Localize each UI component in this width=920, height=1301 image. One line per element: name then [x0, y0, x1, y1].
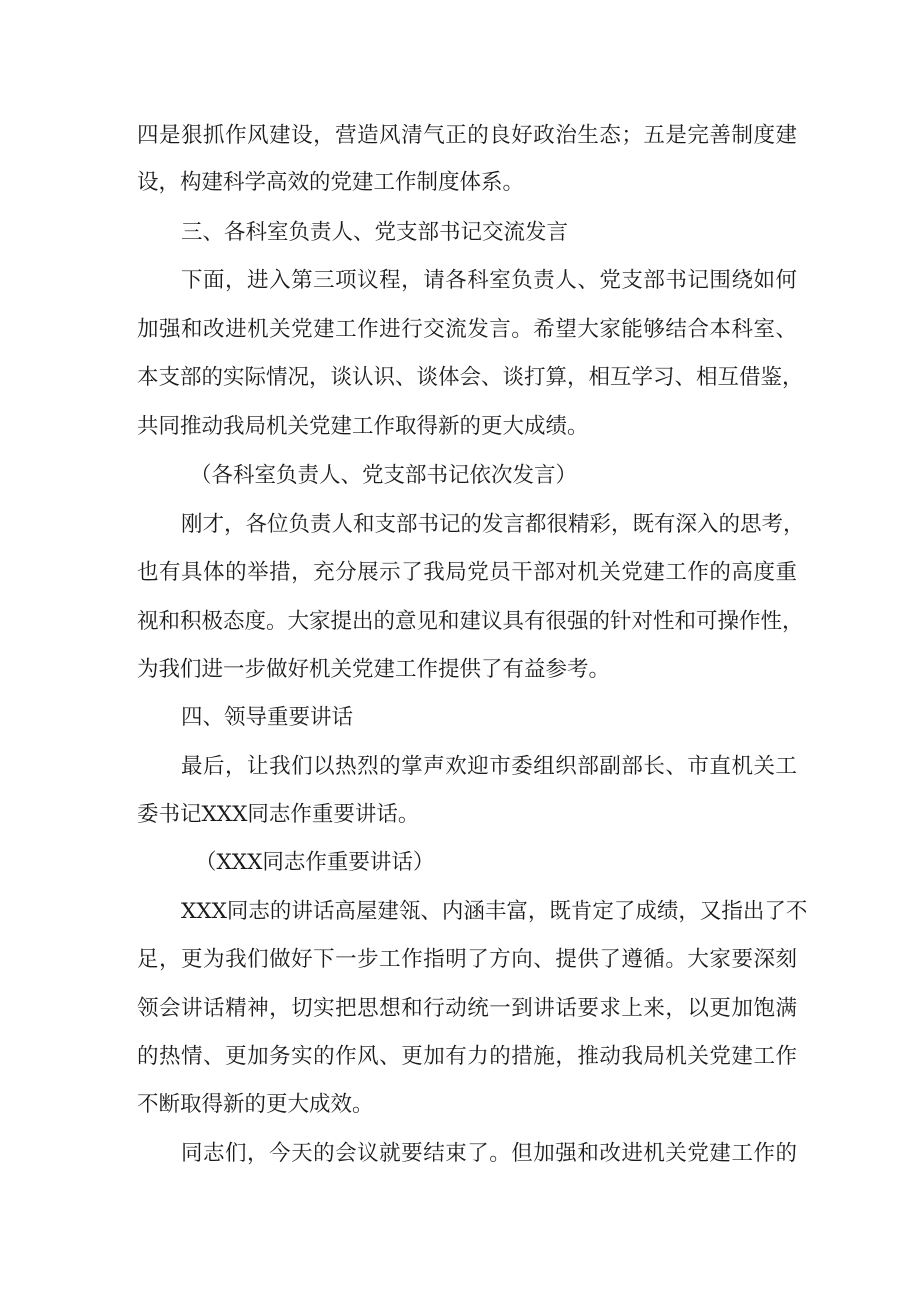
stage-direction: （各科室负责人、党支部书记依次发言） — [190, 463, 578, 488]
paragraph-line: 领会讲话精神，切实把思想和行动统一到讲话要求上来，以更加饱满 — [137, 996, 797, 1021]
paragraph-line: 也有具体的举措，充分展示了我局党员干部对机关党建工作的高度重 — [137, 560, 797, 585]
paragraph-line: 下面，进入第三项议程，请各科室负责人、党支部书记围绕如何 — [181, 268, 797, 293]
paragraph-line: 委书记XXX同志作重要讲话。 — [137, 802, 420, 827]
paragraph-line: 设，构建科学高效的党建工作制度体系。 — [137, 170, 525, 195]
stage-direction: （XXX同志作重要讲话） — [195, 850, 435, 875]
paragraph-line: 足，更为我们做好下一步工作指明了方向、提供了遵循。大家要深刻 — [137, 947, 797, 972]
paragraph-line: 同志们，今天的会议就要结束了。但加强和改进机关党建工作的 — [181, 1141, 797, 1166]
paragraph-line: 本支部的实际情况，谈认识、谈体会、谈打算，相互学习、相互借鉴， — [137, 365, 804, 390]
paragraph-line: 加强和改进机关党建工作进行交流发言。希望大家能够结合本科室、 — [137, 317, 797, 342]
paragraph-line: 四是狠抓作风建设，营造风清气正的良好政治生态；五是完善制度建 — [137, 123, 797, 148]
paragraph-line: 为我们进一步做好机关党建工作提供了有益参考。 — [137, 657, 611, 682]
paragraph-line: 的热情、更加务实的作风、更加有力的措施，推动我局机关党建工作 — [137, 1044, 797, 1069]
paragraph-line: 不断取得新的更大成效。 — [137, 1092, 374, 1117]
section-heading: 四、领导重要讲话 — [181, 705, 354, 730]
paragraph-line: XXX同志的讲话高屋建瓴、内涵丰富，既肯定了成绩，又指出了不 — [181, 899, 808, 924]
paragraph-line: 视和积极态度。大家提出的意见和建议具有很强的针对性和可操作性， — [137, 609, 804, 634]
section-heading: 三、各科室负责人、党支部书记交流发言 — [181, 220, 569, 245]
paragraph-line: 刚才，各位负责人和支部书记的发言都很精彩，既有深入的思考， — [181, 512, 805, 537]
paragraph-line: 最后，让我们以热烈的掌声欢迎市委组织部副部长、市直机关工 — [181, 754, 797, 779]
paragraph-line: 共同推动我局机关党建工作取得新的更大成绩。 — [137, 414, 589, 439]
